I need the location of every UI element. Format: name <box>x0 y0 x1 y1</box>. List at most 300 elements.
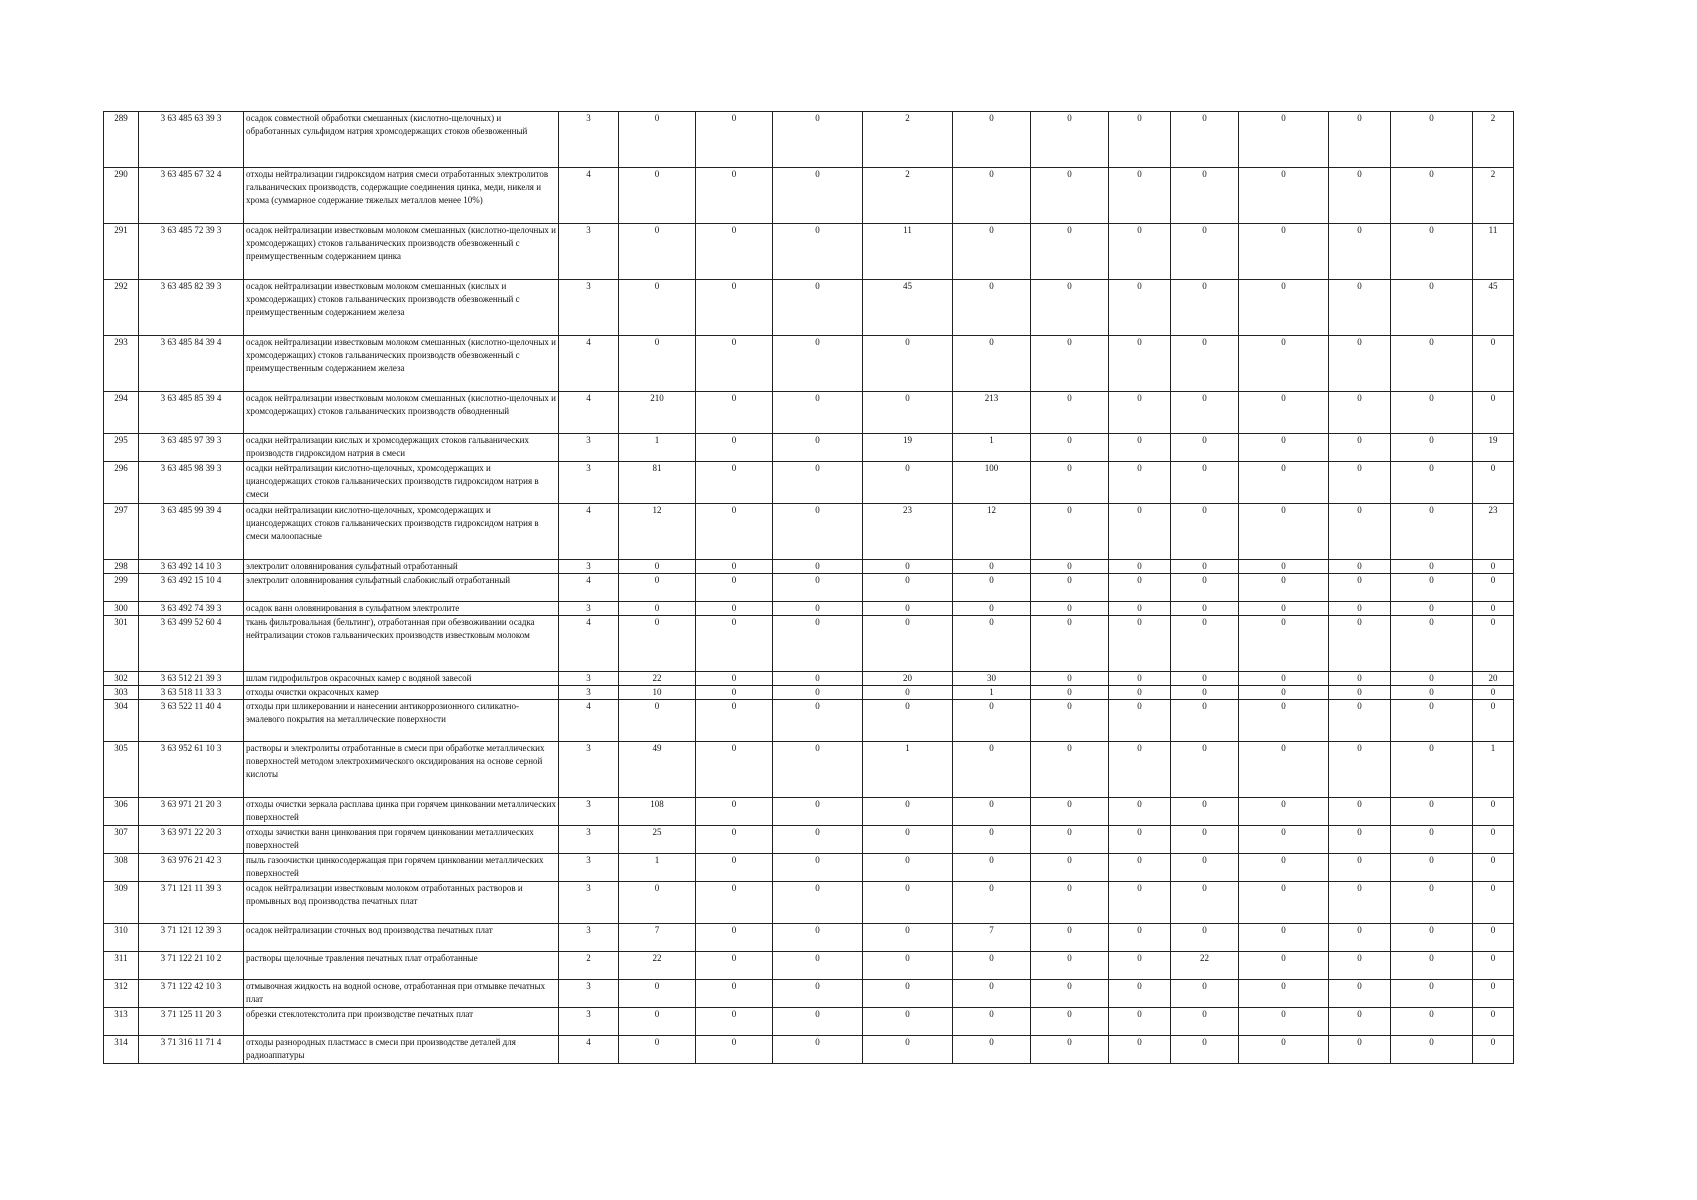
value-cell: 0 <box>773 434 863 462</box>
waste-name: растворы и электролиты отработанные в смеси при обработке металлических поверхностей методом электрохимического оксидирования на основе серной кислоты <box>244 742 559 798</box>
value-cell: 0 <box>1171 700 1239 742</box>
value-cell: 0 <box>1473 574 1514 602</box>
value-cell: 0 <box>953 168 1031 224</box>
value-cell: 0 <box>1473 1036 1514 1064</box>
value-cell: 23 <box>1473 504 1514 560</box>
value-cell: 0 <box>1391 392 1473 434</box>
value-cell: 7 <box>619 924 696 952</box>
value-cell: 0 <box>696 574 773 602</box>
value-cell: 0 <box>863 798 953 826</box>
waste-code: 3 63 976 21 42 3 <box>139 854 244 882</box>
value-cell: 0 <box>953 1008 1031 1036</box>
waste-name: осадок нейтрализации известковым молоком смешанных (кислотно-щелочных и хромсодержащих) стоков гальванических производств обводненный <box>244 392 559 434</box>
value-cell: 0 <box>696 392 773 434</box>
value-cell: 0 <box>1329 112 1391 168</box>
value-cell: 23 <box>863 504 953 560</box>
value-cell: 0 <box>619 574 696 602</box>
value-cell: 0 <box>1031 504 1109 560</box>
value-cell: 0 <box>696 224 773 280</box>
value-cell: 0 <box>863 392 953 434</box>
table-row <box>104 798 1514 826</box>
value-cell: 0 <box>773 1008 863 1036</box>
value-cell: 0 <box>1473 602 1514 616</box>
row-number: 294 <box>104 392 139 434</box>
value-cell: 3 <box>559 462 619 504</box>
value-cell: 0 <box>1239 224 1329 280</box>
value-cell: 0 <box>1171 560 1239 574</box>
waste-name: осадок нейтрализации известковым молоком отработанных растворов и промывных вод производства печатных плат <box>244 882 559 924</box>
value-cell: 3 <box>559 560 619 574</box>
row-number: 292 <box>104 280 139 336</box>
value-cell: 0 <box>953 1036 1031 1064</box>
value-cell: 0 <box>1171 224 1239 280</box>
value-cell: 3 <box>559 1008 619 1036</box>
value-cell: 3 <box>559 112 619 168</box>
waste-code: 3 63 971 21 20 3 <box>139 798 244 826</box>
value-cell: 0 <box>1329 826 1391 854</box>
value-cell: 0 <box>773 672 863 686</box>
value-cell: 0 <box>773 700 863 742</box>
value-cell: 0 <box>696 1036 773 1064</box>
value-cell: 0 <box>1391 280 1473 336</box>
value-cell: 0 <box>1171 742 1239 798</box>
value-cell: 0 <box>1109 700 1171 742</box>
value-cell: 2 <box>1473 112 1514 168</box>
table-row <box>104 224 1514 280</box>
value-cell: 0 <box>619 280 696 336</box>
value-cell: 4 <box>559 168 619 224</box>
value-cell: 0 <box>1031 112 1109 168</box>
value-cell: 0 <box>773 602 863 616</box>
value-cell: 0 <box>1109 602 1171 616</box>
value-cell: 0 <box>1473 980 1514 1008</box>
value-cell: 25 <box>619 826 696 854</box>
waste-code: 3 71 121 11 39 3 <box>139 882 244 924</box>
value-cell: 0 <box>863 882 953 924</box>
value-cell: 81 <box>619 462 696 504</box>
value-cell: 0 <box>1171 462 1239 504</box>
value-cell: 0 <box>1391 168 1473 224</box>
value-cell: 0 <box>696 882 773 924</box>
waste-code: 3 63 485 72 39 3 <box>139 224 244 280</box>
value-cell: 0 <box>773 1036 863 1064</box>
value-cell: 0 <box>1473 700 1514 742</box>
value-cell: 0 <box>1239 700 1329 742</box>
value-cell: 0 <box>1109 504 1171 560</box>
value-cell: 0 <box>1329 616 1391 672</box>
value-cell: 0 <box>1239 672 1329 686</box>
value-cell: 0 <box>696 798 773 826</box>
waste-code: 3 63 518 11 33 3 <box>139 686 244 700</box>
value-cell: 0 <box>1329 168 1391 224</box>
value-cell: 7 <box>953 924 1031 952</box>
value-cell: 0 <box>863 616 953 672</box>
waste-code: 3 63 485 85 39 4 <box>139 392 244 434</box>
row-number: 298 <box>104 560 139 574</box>
value-cell: 0 <box>696 462 773 504</box>
value-cell: 0 <box>1239 742 1329 798</box>
value-cell: 0 <box>619 700 696 742</box>
table-row <box>104 742 1514 798</box>
value-cell: 0 <box>1109 336 1171 392</box>
table-row <box>104 882 1514 924</box>
value-cell: 0 <box>1239 798 1329 826</box>
value-cell: 0 <box>696 560 773 574</box>
value-cell: 0 <box>696 924 773 952</box>
value-cell: 0 <box>1171 798 1239 826</box>
value-cell: 0 <box>1391 742 1473 798</box>
value-cell: 0 <box>1239 1036 1329 1064</box>
value-cell: 0 <box>1473 952 1514 980</box>
value-cell: 0 <box>1391 224 1473 280</box>
table-body <box>104 112 1514 1064</box>
row-number: 299 <box>104 574 139 602</box>
value-cell: 3 <box>559 434 619 462</box>
row-number: 305 <box>104 742 139 798</box>
value-cell: 0 <box>696 280 773 336</box>
value-cell: 0 <box>696 616 773 672</box>
value-cell: 0 <box>1171 826 1239 854</box>
value-cell: 0 <box>696 602 773 616</box>
value-cell: 0 <box>1109 280 1171 336</box>
value-cell: 0 <box>1109 574 1171 602</box>
value-cell: 0 <box>773 854 863 882</box>
row-number: 313 <box>104 1008 139 1036</box>
value-cell: 0 <box>1239 980 1329 1008</box>
value-cell: 20 <box>1473 672 1514 686</box>
value-cell: 0 <box>953 952 1031 980</box>
value-cell: 0 <box>1391 1036 1473 1064</box>
value-cell: 0 <box>1239 826 1329 854</box>
value-cell: 3 <box>559 924 619 952</box>
value-cell: 0 <box>773 924 863 952</box>
value-cell: 0 <box>1329 224 1391 280</box>
value-cell: 0 <box>773 112 863 168</box>
value-cell: 0 <box>696 112 773 168</box>
waste-code: 3 63 485 99 39 4 <box>139 504 244 560</box>
value-cell: 108 <box>619 798 696 826</box>
value-cell: 0 <box>1329 924 1391 952</box>
value-cell: 0 <box>953 560 1031 574</box>
value-cell: 0 <box>619 168 696 224</box>
value-cell: 0 <box>1109 742 1171 798</box>
value-cell: 0 <box>953 616 1031 672</box>
value-cell: 0 <box>953 798 1031 826</box>
value-cell: 0 <box>1239 112 1329 168</box>
value-cell: 19 <box>1473 434 1514 462</box>
value-cell: 0 <box>953 826 1031 854</box>
table-row <box>104 504 1514 560</box>
value-cell: 0 <box>1031 1036 1109 1064</box>
table-row <box>104 616 1514 672</box>
waste-name: осадки нейтрализации кислых и хромсодержащих стоков гальванических производств гидроксидом натрия в смеси <box>244 434 559 462</box>
waste-code: 3 63 492 14 10 3 <box>139 560 244 574</box>
value-cell: 0 <box>619 336 696 392</box>
value-cell: 0 <box>953 112 1031 168</box>
value-cell: 0 <box>1109 1008 1171 1036</box>
row-number: 303 <box>104 686 139 700</box>
value-cell: 0 <box>1109 672 1171 686</box>
value-cell: 0 <box>773 504 863 560</box>
value-cell: 0 <box>619 1036 696 1064</box>
value-cell: 0 <box>1239 168 1329 224</box>
value-cell: 0 <box>1109 462 1171 504</box>
table-row <box>104 280 1514 336</box>
value-cell: 45 <box>1473 280 1514 336</box>
value-cell: 0 <box>1391 462 1473 504</box>
value-cell: 0 <box>1239 854 1329 882</box>
value-cell: 0 <box>1329 882 1391 924</box>
table-row <box>104 686 1514 700</box>
value-cell: 0 <box>696 952 773 980</box>
value-cell: 0 <box>1171 168 1239 224</box>
value-cell: 0 <box>1109 168 1171 224</box>
value-cell: 2 <box>863 112 953 168</box>
value-cell: 0 <box>773 952 863 980</box>
value-cell: 0 <box>1239 574 1329 602</box>
value-cell: 0 <box>1171 686 1239 700</box>
table-row <box>104 392 1514 434</box>
waste-table <box>103 111 1514 1064</box>
value-cell: 30 <box>953 672 1031 686</box>
waste-name: электролит оловянирования сульфатный слабокислый отработанный <box>244 574 559 602</box>
value-cell: 0 <box>1109 882 1171 924</box>
value-cell: 3 <box>559 280 619 336</box>
value-cell: 2 <box>1473 168 1514 224</box>
value-cell: 0 <box>696 336 773 392</box>
waste-name: обрезки стеклотекстолита при производстве печатных плат <box>244 1008 559 1036</box>
value-cell: 0 <box>696 686 773 700</box>
value-cell: 0 <box>1239 504 1329 560</box>
value-cell: 0 <box>1239 434 1329 462</box>
value-cell: 11 <box>863 224 953 280</box>
document-page <box>103 111 1514 1064</box>
value-cell: 1 <box>953 434 1031 462</box>
value-cell: 0 <box>1031 798 1109 826</box>
value-cell: 0 <box>1109 112 1171 168</box>
value-cell: 0 <box>1329 980 1391 1008</box>
value-cell: 0 <box>1473 616 1514 672</box>
table-row <box>104 574 1514 602</box>
value-cell: 19 <box>863 434 953 462</box>
value-cell: 4 <box>559 504 619 560</box>
waste-name: электролит оловянирования сульфатный отработанный <box>244 560 559 574</box>
value-cell: 0 <box>1031 672 1109 686</box>
table-row <box>104 434 1514 462</box>
value-cell: 0 <box>1329 574 1391 602</box>
value-cell: 0 <box>1329 854 1391 882</box>
value-cell: 4 <box>559 392 619 434</box>
value-cell: 0 <box>1171 616 1239 672</box>
table-row <box>104 826 1514 854</box>
value-cell: 0 <box>1391 882 1473 924</box>
value-cell: 0 <box>696 434 773 462</box>
value-cell: 0 <box>863 952 953 980</box>
value-cell: 0 <box>863 560 953 574</box>
value-cell: 0 <box>1109 616 1171 672</box>
value-cell: 0 <box>863 1008 953 1036</box>
value-cell: 0 <box>1239 560 1329 574</box>
value-cell: 22 <box>1171 952 1239 980</box>
waste-code: 3 63 485 84 39 4 <box>139 336 244 392</box>
value-cell: 0 <box>773 686 863 700</box>
value-cell: 0 <box>1031 686 1109 700</box>
waste-code: 3 63 971 22 20 3 <box>139 826 244 854</box>
waste-name: отходы разнородных пластмасс в смеси при производстве деталей для радиоаппатуры <box>244 1036 559 1064</box>
waste-code: 3 63 485 82 39 3 <box>139 280 244 336</box>
value-cell: 0 <box>1473 392 1514 434</box>
value-cell: 0 <box>1031 280 1109 336</box>
value-cell: 0 <box>863 336 953 392</box>
value-cell: 0 <box>696 826 773 854</box>
value-cell: 12 <box>619 504 696 560</box>
value-cell: 0 <box>1239 280 1329 336</box>
value-cell: 0 <box>1239 392 1329 434</box>
value-cell: 1 <box>619 854 696 882</box>
waste-code: 3 71 316 11 71 4 <box>139 1036 244 1064</box>
value-cell: 0 <box>1109 980 1171 1008</box>
row-number: 306 <box>104 798 139 826</box>
value-cell: 0 <box>1031 1008 1109 1036</box>
waste-code: 3 63 522 11 40 4 <box>139 700 244 742</box>
value-cell: 0 <box>1031 336 1109 392</box>
value-cell: 0 <box>773 392 863 434</box>
value-cell: 0 <box>773 742 863 798</box>
table-row <box>104 336 1514 392</box>
value-cell: 0 <box>696 168 773 224</box>
table-row <box>104 168 1514 224</box>
value-cell: 0 <box>696 1008 773 1036</box>
value-cell: 0 <box>1391 336 1473 392</box>
value-cell: 0 <box>1239 602 1329 616</box>
waste-name: отходы при шликеровании и нанесении антикоррозионного силикатно-эмалевого покрытия на металлические поверхности <box>244 700 559 742</box>
value-cell: 0 <box>1031 224 1109 280</box>
value-cell: 22 <box>619 952 696 980</box>
value-cell: 0 <box>1171 882 1239 924</box>
value-cell: 0 <box>1329 742 1391 798</box>
value-cell: 0 <box>773 280 863 336</box>
value-cell: 0 <box>773 336 863 392</box>
value-cell: 4 <box>559 616 619 672</box>
value-cell: 0 <box>953 742 1031 798</box>
value-cell: 0 <box>1031 574 1109 602</box>
value-cell: 3 <box>559 854 619 882</box>
waste-name: осадок нейтрализации известковым молоком смешанных (кислотно-щелочных и хромсодержащих) стоков гальванических производств обезвоженный с преимущественным содержанием цинка <box>244 224 559 280</box>
value-cell: 0 <box>1473 854 1514 882</box>
value-cell: 213 <box>953 392 1031 434</box>
waste-name: отходы зачистки ванн цинкования при горячем цинковании металлических поверхностей <box>244 826 559 854</box>
table-row <box>104 924 1514 952</box>
value-cell: 0 <box>1329 1008 1391 1036</box>
value-cell: 0 <box>1391 434 1473 462</box>
value-cell: 0 <box>1109 686 1171 700</box>
value-cell: 0 <box>1473 826 1514 854</box>
value-cell: 0 <box>1171 574 1239 602</box>
value-cell: 3 <box>559 686 619 700</box>
value-cell: 4 <box>559 336 619 392</box>
value-cell: 0 <box>953 336 1031 392</box>
row-number: 307 <box>104 826 139 854</box>
value-cell: 0 <box>696 504 773 560</box>
value-cell: 0 <box>863 1036 953 1064</box>
value-cell: 0 <box>1031 826 1109 854</box>
value-cell: 0 <box>953 280 1031 336</box>
value-cell: 0 <box>1109 1036 1171 1064</box>
value-cell: 0 <box>1391 700 1473 742</box>
row-number: 308 <box>104 854 139 882</box>
value-cell: 0 <box>773 798 863 826</box>
waste-code: 3 71 125 11 20 3 <box>139 1008 244 1036</box>
value-cell: 0 <box>1329 700 1391 742</box>
row-number: 311 <box>104 952 139 980</box>
value-cell: 0 <box>863 686 953 700</box>
table-row <box>104 602 1514 616</box>
row-number: 301 <box>104 616 139 672</box>
waste-name: отходы очистки зеркала расплава цинка при горячем цинковании металлических поверхностей <box>244 798 559 826</box>
value-cell: 1 <box>863 742 953 798</box>
value-cell: 0 <box>1329 434 1391 462</box>
value-cell: 100 <box>953 462 1031 504</box>
value-cell: 210 <box>619 392 696 434</box>
value-cell: 0 <box>1329 504 1391 560</box>
value-cell: 0 <box>1109 854 1171 882</box>
value-cell: 0 <box>1031 602 1109 616</box>
value-cell: 0 <box>1391 980 1473 1008</box>
value-cell: 0 <box>1329 602 1391 616</box>
value-cell: 0 <box>1391 924 1473 952</box>
value-cell: 0 <box>1391 574 1473 602</box>
value-cell: 2 <box>559 952 619 980</box>
value-cell: 0 <box>1109 392 1171 434</box>
value-cell: 0 <box>1391 952 1473 980</box>
waste-code: 3 63 485 98 39 3 <box>139 462 244 504</box>
row-number: 309 <box>104 882 139 924</box>
value-cell: 0 <box>773 882 863 924</box>
table-row <box>104 1036 1514 1064</box>
value-cell: 0 <box>1171 854 1239 882</box>
value-cell: 0 <box>1239 462 1329 504</box>
value-cell: 1 <box>1473 742 1514 798</box>
value-cell: 0 <box>1171 434 1239 462</box>
value-cell: 3 <box>559 826 619 854</box>
value-cell: 1 <box>619 434 696 462</box>
row-number: 312 <box>104 980 139 1008</box>
table-row <box>104 1008 1514 1036</box>
value-cell: 0 <box>773 574 863 602</box>
value-cell: 0 <box>1171 980 1239 1008</box>
value-cell: 0 <box>773 168 863 224</box>
value-cell: 0 <box>1329 952 1391 980</box>
value-cell: 0 <box>1329 336 1391 392</box>
value-cell: 0 <box>696 700 773 742</box>
value-cell: 0 <box>1031 462 1109 504</box>
waste-name: растворы щелочные травления печатных плат отработанные <box>244 952 559 980</box>
value-cell: 0 <box>1391 1008 1473 1036</box>
table-row <box>104 980 1514 1008</box>
value-cell: 0 <box>696 854 773 882</box>
value-cell: 0 <box>1391 616 1473 672</box>
value-cell: 0 <box>1109 224 1171 280</box>
waste-code: 3 63 512 21 39 3 <box>139 672 244 686</box>
waste-code: 3 63 492 74 39 3 <box>139 602 244 616</box>
value-cell: 0 <box>619 980 696 1008</box>
value-cell: 0 <box>1031 616 1109 672</box>
waste-name: осадки нейтрализации кислотно-щелочных, хромсодержащих и циансодержащих стоков гальванических производств гидроксидом натрия в смеси <box>244 462 559 504</box>
row-number: 304 <box>104 700 139 742</box>
table-row <box>104 462 1514 504</box>
value-cell: 0 <box>1239 882 1329 924</box>
waste-code: 3 71 121 12 39 3 <box>139 924 244 952</box>
